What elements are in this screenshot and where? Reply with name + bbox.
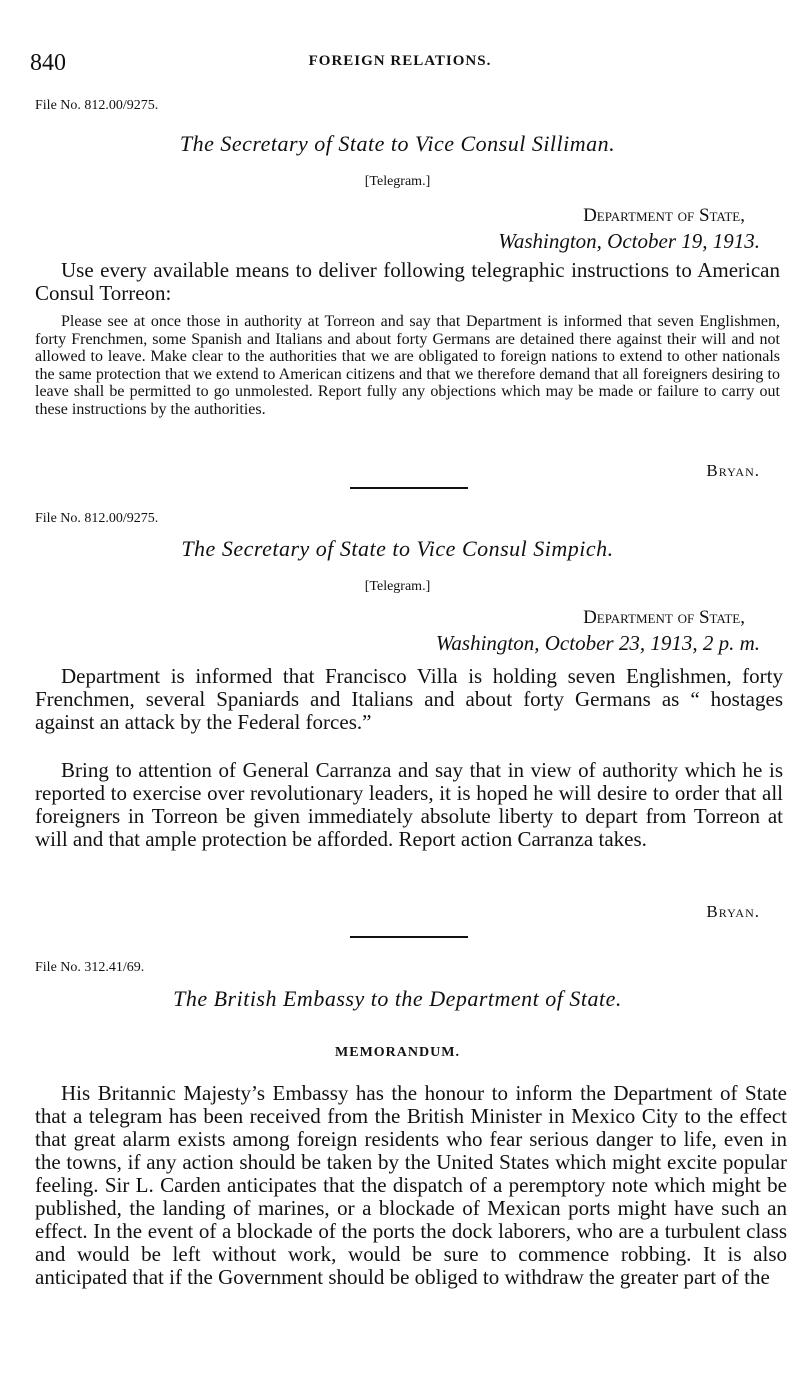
signature: Bryan. — [706, 902, 760, 921]
file-number: File No. 812.00/9275. — [35, 98, 159, 113]
document-type: MEMORANDUM. — [335, 1045, 460, 1060]
file-number: File No. 312.41/69. — [35, 960, 145, 975]
signature: Bryan. — [706, 461, 760, 480]
dateline: Washington, October 23, 1913, 2 p. m. — [435, 631, 760, 655]
dateline: Washington, October 19, 1913. — [498, 229, 760, 253]
body-paragraph: Bring to attention of General Carranza and say that in view of authority which he is reported to exercise over revolutionary leaders, it is hoped he will desire to order that all foreigners in Torreon be given immediately absolute liberty to depart from Torreon at will and that ample protection be afforded. Report action Carranza takes. — [35, 758, 783, 851]
document-title: The Secretary of State to Vice Consul Simpich. — [181, 536, 614, 561]
section-divider — [350, 487, 468, 489]
running-head: FOREIGN RELATIONS. — [308, 53, 492, 69]
body-paragraph: Department is informed that Francisco Villa is holding seven Englishmen, forty Frenchmen, several Spaniards and Italians and about forty Germans as “ hostages against an attack by the Federal forces.” — [35, 664, 783, 734]
page-number: 840 — [30, 50, 66, 76]
department-heading: Department of State, — [583, 205, 745, 226]
document-title: The Secretary of State to Vice Consul Silliman. — [179, 131, 616, 156]
telegram-message: Please see at once those in authority at Torreon and say that Department is informed that seven Englishmen, forty Frenchmen, some Spanish and Italians and about forty Germans are detained there against their will and not allowed to leave. Make clear to the authorities that we are obligated to foreign nations to extend to other nationals the same protection that we extend to American citizens and that we therefore demand that all foreigners desiring to leave shall be permitted to go unmolested. Report fully any objections which may be made or failure to carry out these instructions by the authorities. — [35, 313, 780, 418]
memorandum-paragraph: His Britannic Majesty’s Embassy has the honour to inform the Department of State that a telegram has been received from the British Minister in Mexico City to the effect that great alarm exists among foreign residents who fear serious danger to life, even in the towns, if any action should be taken by the United States which might excite popular feeling. Sir L. Carden anticipates that the dispatch of a peremptory note which might be published, the landing of marines, or a blockade of Mexican ports might have such an effect. In the event of a blockade of the ports the dock laborers, who are a turbulent class and would be left without work, would be sure to commence robbing. It is also anticipated that if the Government should be obliged to withdraw the greater part of the — [35, 1081, 787, 1289]
document-type: [Telegram.] — [364, 579, 431, 594]
file-number: File No. 812.00/9275. — [35, 511, 159, 526]
document-type: [Telegram.] — [364, 174, 431, 189]
section-divider — [350, 936, 468, 938]
department-heading: Department of State, — [583, 607, 745, 628]
page-header — [30, 50, 770, 80]
intro-paragraph: Use every available means to deliver following telegraphic instructions to American Consul Torreon: — [35, 258, 780, 305]
document-title: The British Embassy to the Department of State. — [173, 986, 622, 1011]
